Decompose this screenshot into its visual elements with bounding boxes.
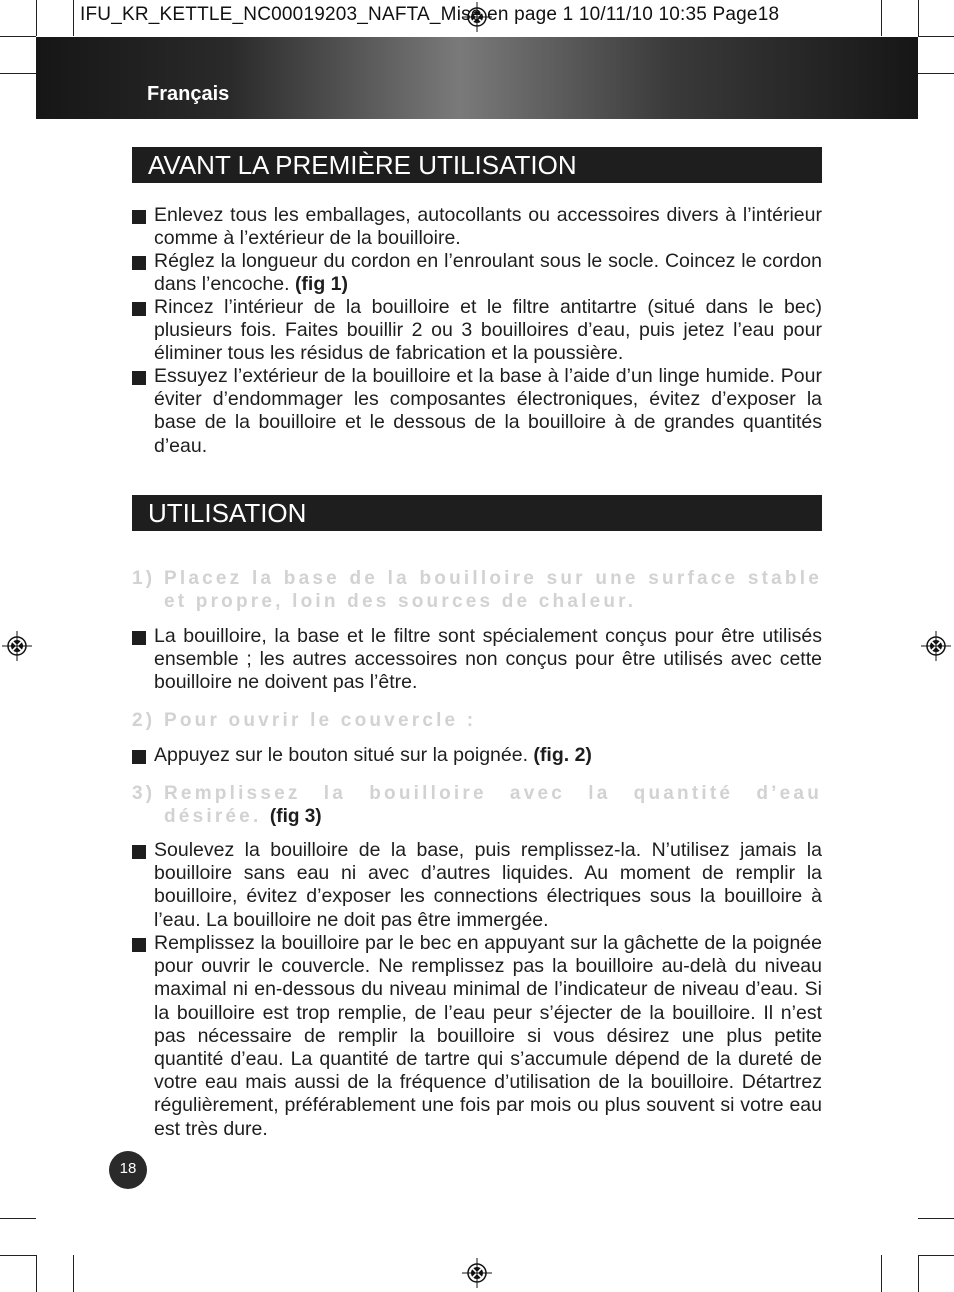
crop-mark: [918, 1255, 919, 1292]
step-heading: [132, 567, 822, 613]
crop-mark: [918, 0, 919, 36]
crop-mark: [73, 0, 74, 36]
list-item: [132, 744, 822, 767]
step-text: Placez la base de la bouilloire sur une surface stable et propre, loin des sources de chaleur.: [164, 568, 822, 613]
language-label: Français: [147, 83, 230, 105]
bullet-square-icon: [132, 256, 146, 270]
step-text: Remplissez la bouilloire avec la quantité d’eau désirée.: [164, 783, 822, 828]
bullet-text: Remplissez la bouilloire par le bec en appuyant sur la gâchette de la poignée pour ouvrir le couvercle. Ne remplissez pas la bouilloire au-delà du niveau maximal ni en-dessous du niveau minimal de l’indicateur de niveau d’eau. Si la bouilloire est trop remplie, de l’eau peur s’éjecter de la bouilloire. Il n’est pas nécessaire de remplir la bouilloire si vous désirez une plus petite quantité d’eau. La quantité de tartre qui s’accumule dépend de la dureté de votre eau mais aussi de la fréquence d’utilisation de la bouilloire. Détartrez régulièrement, préférablement une fois par mois ou plus souvent si votre eau est très dure.: [154, 932, 822, 1140]
bullet-square-icon: [132, 845, 146, 859]
figure-reference: (fig 3): [269, 806, 322, 828]
bullet-text: Réglez la longueur du cordon en l’enroulant sous le socle. Coincez le cordon dans l’encoche.: [154, 250, 822, 296]
figure-reference: (fig. 2): [533, 744, 592, 766]
bullet-text: Rincez l’intérieur de la bouilloire et le filtre antitartre (situé dans le bec) plusieurs fois. Faites bouillir 2 ou 3 bouilloires d’eau, puis jetez l’eau pour éliminer tous les résidus de fabrication et la poussière.: [154, 296, 822, 365]
list-item: [132, 839, 822, 932]
bullet-square-icon: [132, 371, 146, 385]
bullet-text: Soulevez la bouilloire de la base, puis remplissez-la. N’utilisez jamais la bouilloire sans eau ni avec d’autres liquides. Au moment de remplir la bouilloire, évitez d’exposer les connections électriques sous la bouilloire à l’eau. La bouilloire ne doit pas être immergée.: [154, 839, 822, 931]
step-heading: [132, 782, 822, 828]
bullet-square-icon: [132, 631, 146, 645]
figure-reference: (fig 1): [294, 273, 349, 296]
crop-mark: [881, 1255, 882, 1292]
step-text: Pour ouvrir le couvercle :: [164, 710, 477, 731]
crop-mark: [73, 1255, 74, 1292]
crop-mark: [918, 73, 954, 74]
bullet-text: Appuyez sur le bouton situé sur la poignée.: [154, 744, 528, 766]
list-item: [132, 625, 822, 695]
crop-mark: [918, 1218, 954, 1219]
step-heading: [132, 709, 822, 732]
section-title: AVANT LA PREMIÈRE UTILISATION: [148, 150, 577, 180]
registration-mark-icon: [2, 631, 32, 661]
bullet-text: Enlevez tous les emballages, autocollants ou accessoires divers à l’intérieur comme à l’extérieur de la bouilloire.: [154, 204, 822, 250]
crop-mark: [0, 1255, 36, 1256]
bullet-square-icon: [132, 938, 146, 952]
crop-mark: [881, 0, 882, 36]
crop-mark: [0, 36, 36, 37]
crop-mark: [0, 73, 36, 74]
bullet-square-icon: [132, 302, 146, 316]
print-slug-line: IFU_KR_KETTLE_NC00019203_NAFTA_Mise en page 1 10/11/10 10:35 Page18: [80, 4, 780, 25]
list-item: [132, 296, 822, 366]
header-banner: [36, 37, 918, 119]
registration-mark-icon: [921, 631, 951, 661]
bullet-text: Essuyez l’extérieur de la bouilloire et la base à l’aide d’un linge humide. Pour éviter d’endommager les composantes électroniques, évitez d’exposer la base de la bouilloire et le dessous de la bouilloire à de grandes quantités d’eau.: [154, 365, 822, 457]
section-header-utilisation: [132, 495, 822, 531]
section-header-before-first-use: [132, 147, 822, 183]
section-title: UTILISATION: [148, 498, 307, 528]
page-number-badge: 18: [109, 1151, 147, 1189]
crop-mark: [36, 1255, 37, 1292]
step-number: 2): [132, 710, 156, 731]
crop-mark: [36, 0, 37, 36]
bullet-text: La bouilloire, la base et le filtre sont spécialement conçus pour être utilisés ensemble ; les autres accessoires non conçus pour être utilisés avec cette bouilloire ne doivent pas l’être.: [154, 625, 822, 694]
crop-mark: [918, 36, 954, 37]
list-item: [132, 932, 822, 1141]
registration-mark-icon: [462, 1258, 492, 1288]
list-item: [132, 250, 822, 296]
bullet-square-icon: [132, 750, 146, 764]
step-number: 1): [132, 568, 156, 589]
bullet-square-icon: [132, 210, 146, 224]
list-item: [132, 204, 822, 250]
crop-mark: [918, 1255, 954, 1256]
crop-mark: [0, 1218, 36, 1219]
list-item: [132, 365, 822, 458]
step-number: 3): [132, 783, 156, 804]
